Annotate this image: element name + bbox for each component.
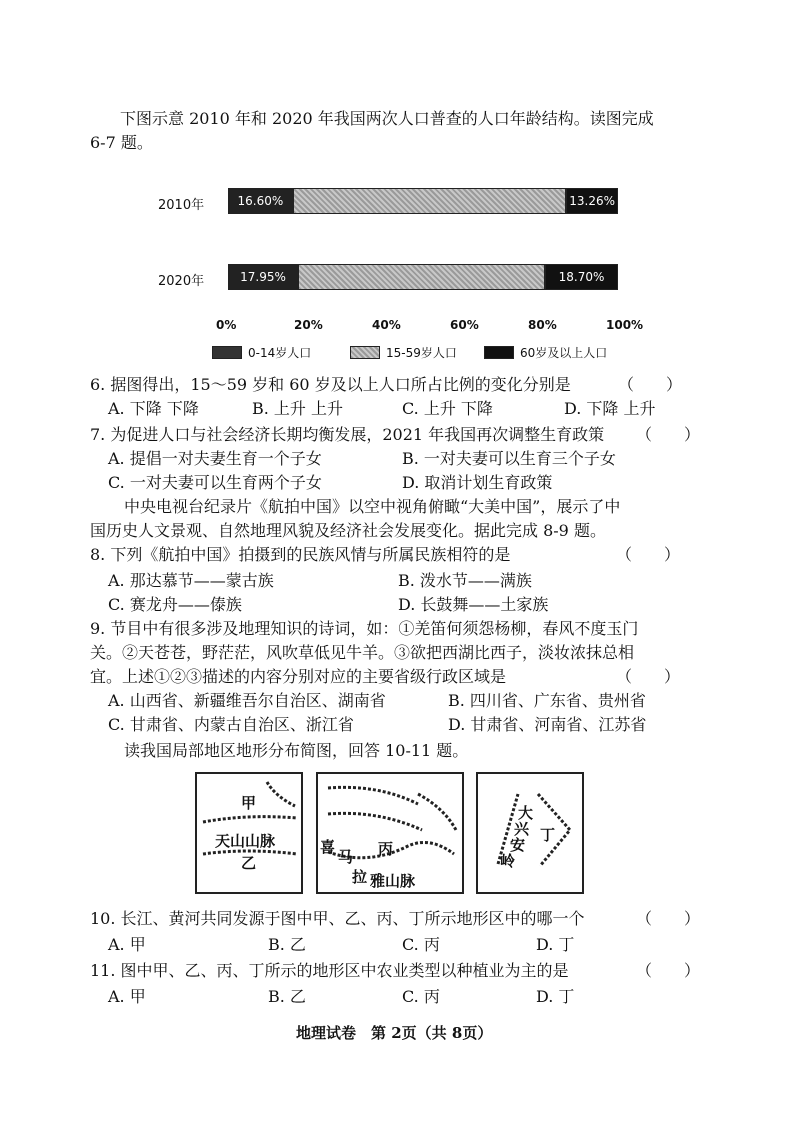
- map-2-label-xi: 喜: [320, 838, 336, 856]
- map-1-label-yi: 乙: [241, 854, 257, 872]
- legend-label: 60岁及以上人口: [520, 346, 608, 360]
- intro-line-2: 6-7 题。: [90, 133, 153, 152]
- map-panel-1: [195, 772, 303, 894]
- bar-data-label: 18.70%: [558, 270, 605, 284]
- bar-segment-0-14-2010: [228, 188, 293, 214]
- q8-option-c[interactable]: C. 赛龙舟——傣族: [108, 595, 242, 614]
- map-3-label-xing: 兴: [514, 820, 530, 838]
- q7-option-a[interactable]: A. 提倡一对夫妻生育一个子女: [108, 449, 322, 468]
- q9-option-d[interactable]: D. 甘肃省、河南省、江苏省: [448, 715, 647, 734]
- q10-option-d[interactable]: D. 丁: [536, 935, 575, 954]
- x-tick-label: 80%: [528, 318, 557, 332]
- intro3: 读我国局部地区地形分布简图，回答 10-11 题。: [124, 741, 469, 760]
- bar-segment-60plus-2010: [566, 188, 618, 214]
- map-2-label-yashanmai: 雅山脉: [370, 872, 416, 890]
- x-tick-label: 40%: [372, 318, 401, 332]
- map-2-label-bing: 丙: [378, 840, 394, 858]
- legend-item-60plus: [484, 344, 607, 361]
- q9-line-3: 宜。上述①②③描述的内容分别对应的主要省级行政区域是: [90, 667, 507, 686]
- q10-stem: 10. 长江、黄河共同发源于图中甲、乙、丙、丁所示地形区中的哪一个: [90, 909, 585, 928]
- map-3-label-an: 安: [510, 836, 526, 854]
- q6-answer-paren[interactable]: （ ）: [618, 375, 683, 394]
- map-3-label-da: 大: [518, 804, 534, 822]
- q6-option-b[interactable]: B. 上升 上升: [252, 399, 344, 418]
- map-1-label-tianshan: 天山山脉: [215, 832, 276, 850]
- bar-segment-15-59-2020: [298, 264, 545, 290]
- q8-answer-paren[interactable]: （ ）: [616, 545, 681, 564]
- q6-option-a[interactable]: A. 下降 下降: [108, 399, 199, 418]
- bar-segment-15-59-2010: [293, 188, 567, 214]
- legend-label: 0-14岁人口: [248, 346, 312, 360]
- category-label-2010: 2010年: [158, 198, 205, 213]
- map-panel-2: [316, 772, 464, 894]
- map-3-label-ling: 岭: [500, 852, 516, 870]
- q11-option-c[interactable]: C. 丙: [402, 987, 440, 1006]
- q7-option-b[interactable]: B. 一对夫妻可以生育三个子女: [402, 449, 616, 468]
- q11-stem: 11. 图中甲、乙、丙、丁所示的地形区中农业类型以种植业为主的是: [90, 961, 569, 980]
- bar-data-label: 13.26%: [569, 194, 616, 208]
- bar-data-label: 17.95%: [240, 270, 286, 284]
- q11-answer-paren[interactable]: （ ）: [636, 961, 701, 980]
- q8-option-d[interactable]: D. 长鼓舞——土家族: [398, 595, 549, 614]
- intro2-line-2: 国历史人文景观、自然地理风貌及经济社会发展变化。据此完成 8-9 题。: [90, 521, 606, 540]
- map-2-label-ma: 马: [338, 848, 354, 866]
- q7-option-c[interactable]: C. 一对夫妻可以生育两个子女: [108, 473, 322, 492]
- q9-option-c[interactable]: C. 甘肃省、内蒙古自治区、浙江省: [108, 715, 354, 734]
- q11-option-b[interactable]: B. 乙: [268, 987, 306, 1006]
- q9-answer-paren[interactable]: （ ）: [616, 667, 681, 686]
- bar-data-label: 16.60%: [237, 194, 284, 208]
- q9-option-a[interactable]: A. 山西省、新疆维吾尔自治区、湖南省: [108, 691, 386, 710]
- q11-option-a[interactable]: A. 甲: [108, 987, 146, 1006]
- q8-option-a[interactable]: A. 那达慕节——蒙古族: [108, 571, 274, 590]
- legend-item-15-59: [350, 344, 457, 361]
- q11-option-d[interactable]: D. 丁: [536, 987, 575, 1006]
- map-1-label-jia: 甲: [241, 794, 257, 812]
- map-2-label-la: 拉: [352, 868, 368, 886]
- q9-option-b[interactable]: B. 四川省、广东省、贵州省: [448, 691, 646, 710]
- map-3-mountain-symbols: [478, 774, 582, 892]
- q9-line-1: 9. 节目中有很多涉及地理知识的诗词，如：①羌笛何须怨杨柳，春风不度玉门: [90, 619, 639, 638]
- q6-option-d[interactable]: D. 下降 上升: [564, 399, 656, 418]
- q9-line-2: 关。②天苍苍，野茫茫，风吹草低见牛羊。③欲把西湖比西子，淡妆浓抹总相: [90, 643, 635, 662]
- x-tick-label: 100%: [606, 318, 644, 332]
- q10-option-b[interactable]: B. 乙: [268, 935, 306, 954]
- q6-option-c[interactable]: C. 上升 下降: [402, 399, 493, 418]
- map-3-label-ding: 丁: [540, 826, 556, 844]
- population-chart: [150, 180, 650, 360]
- legend-item-0-14: [212, 344, 311, 361]
- x-tick-label: 20%: [294, 318, 323, 332]
- category-label-2020: 2020年: [158, 274, 205, 289]
- legend-swatch: [350, 346, 380, 359]
- q10-option-c[interactable]: C. 丙: [402, 935, 440, 954]
- legend-swatch: [484, 346, 514, 359]
- q10-option-a[interactable]: A. 甲: [108, 935, 146, 954]
- x-tick-label: 0%: [216, 318, 237, 332]
- legend-swatch: [212, 346, 242, 359]
- intro-line-1: 下图示意 2010 年和 2020 年我国两次人口普查的人口年龄结构。读图完成: [120, 109, 654, 128]
- q10-answer-paren[interactable]: （ ）: [636, 909, 701, 928]
- q7-answer-paren[interactable]: （ ）: [636, 425, 701, 444]
- q8-option-b[interactable]: B. 泼水节——满族: [398, 571, 532, 590]
- bar-segment-0-14-2020: [228, 264, 298, 290]
- page-footer: 地理试卷 第 2页（共 8页）: [296, 1024, 493, 1042]
- bar-segment-60plus-2020: [545, 264, 618, 290]
- q8-stem: 8. 下列《航拍中国》拍摄到的民族风情与所属民族相符的是: [90, 545, 511, 564]
- q6-stem: 6. 据图得出，15～59 岁和 60 岁及以上人口所占比例的变化分别是: [90, 375, 571, 394]
- q7-option-d[interactable]: D. 取消计划生育政策: [402, 473, 553, 492]
- map-panel-3: [476, 772, 584, 894]
- x-tick-label: 60%: [450, 318, 479, 332]
- legend-label: 15-59岁人口: [386, 346, 457, 360]
- intro2-line-1: 中央电视台纪录片《航拍中国》以空中视角俯瞰“大美中国”，展示了中: [124, 497, 621, 516]
- q7-stem: 7. 为促进人口与社会经济长期均衡发展，2021 年我国再次调整生育政策: [90, 425, 605, 444]
